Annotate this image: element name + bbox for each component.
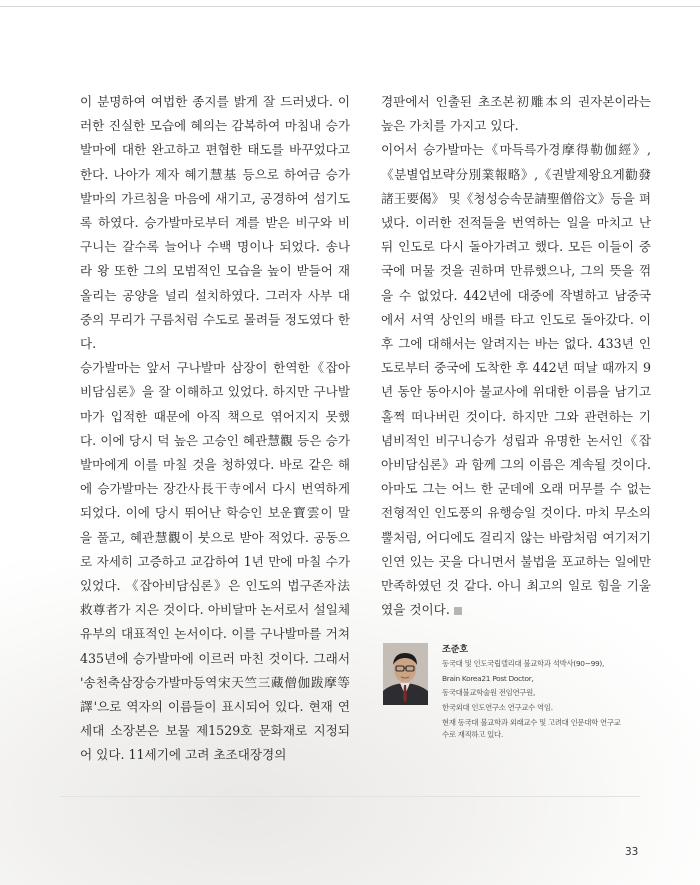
author-name: 조준호 (442, 645, 469, 655)
end-of-article-icon (454, 607, 462, 615)
body-paragraph-last (381, 138, 651, 622)
author-bio-line: Brain Korea21 Post Doctor, (442, 673, 534, 683)
author-info (442, 643, 657, 741)
author-bio-line: 현재 동국대 불교학과 외래교수 및 고려대 인문대학 연구교 (442, 718, 621, 728)
body-paragraph: 이 분명하여 여법한 종지를 밝게 잘 드러냈다. 이러한 진실한 모습에 혜의는 감복하여 마침내 승가발마에 대한 완고하고 편협한 태도를 바꾸었다고 한다. 나아가 제자 혜기慧基 등으로 하여금 승가발마의 가르침을 마음에 새기고, 공경하여 섬기도록 하였다. 승가발마로부터 계를 받은 비구와 비구니는 갈수록 늘어나 수백 명이나 되었다. 송나라 왕 또한 그의 모범적인 모습을 높이 받들어 재 올리는 공양을 널리 설치하였다. 그러자 사부 대중의 무리가 구름처럼 수도로 몰려들 정도였다 한다. (80, 94, 350, 352)
author-bio-line: 한국외대 인도연구소 연구교수 역임. (442, 702, 553, 712)
left-column (80, 90, 350, 768)
bottom-rule (60, 796, 640, 797)
author-bio-line: 동국대불교학술원 전임연구원, (442, 688, 536, 698)
right-column (381, 90, 651, 622)
body-paragraph: 승가발마는 앞서 구나발마 삼장이 한역한《잡아비담심론》을 잘 이해하고 있었다. 하지만 구나발마가 입적한 때문에 아직 책으로 엮어지지 못했다. 이에 당시 덕 높은 고승인 혜관慧觀 등은 승가발마에게 이를 마칠 것을 청하였다. 바로 같은 해에 승가발마는 장간사長干寺에서 다시 번역하게 되었다. 이에 당시 뛰어난 학승인 보운寶雲이 말을 풀고, 혜관慧觀이 붓으로 받아 적었다. 공동으로 자세히 고증하고 교감하여 1년 만에 마칠 수가 있었다. 《잡아비담심론》은 인도의 법구존자法救尊者가 지은 것이다. 아비달마 논서로서 설일체유부의 대표적인 논서이다. 이를 구나발마를 거쳐 435년에 승가발마에 이르러 마친 것이다. 그래서 '송천축삼장승가발마등역宋天竺三藏僧伽跋摩等譯'으로 역자의 이름들이 표시되어 있다. 현재 연세대 소장본은 보물 제1529호 문화재로 지정되어 있다. 11세기에 고려 초조대장경의 (80, 360, 350, 763)
page-number: 33 (625, 846, 639, 858)
author-photo (383, 643, 428, 705)
author-bio-line: 수로 재직하고 있다. (442, 730, 503, 740)
top-rule (0, 6, 700, 7)
author-bio-line: 동국대 및 인도국립델리대 불교학과 석박사(90~99), (442, 659, 605, 668)
body-paragraph: 경판에서 인출된 초조본初雕本의 권자본이라는 높은 가치를 가지고 있다. (381, 94, 651, 134)
body-paragraph-text: 이어서 승가발마는《마득륵가경摩得勒伽經》,《분별업보략分別業報略》,《권발제왕요게勸發諸王要偈》 및《청성승속문請聖僧俗文》등을 펴냈다. 이러한 전적들을 번역하는 일을 마치고 난 뒤 인도로 다시 돌아가려고 했다. 모든 이들이 중국에 머물 것을 권하며 만류했으나, 그의 뜻을 꺾을 수 없었다. 442년에 대중에 작별하고 남중국에서 서역 상인의 배를 타고 인도로 돌아갔다. 이후 그에 대해서는 알려지는 바는 없다. 433년 인도로부터 중국에 도착한 후 442년 떠날 때까지 9년 동안 동아시아 불교사에 위대한 이름을 남기고 홀쩍 떠나버린 것이다. 하지만 그와 관련하는 기념비적인 비구니승가 성립과 유명한 논서인《잡아비담심론》과 함께 그의 이름은 계속될 것이다. 아마도 그는 어느 한 군데에 오래 머무를 수 없는 전형적인 인도풍의 유행승일 것이다. 마치 무소의 뿔처럼, 어디에도 걸리지 않는 바람처럼 여기저기 인연 있는 곳을 다니면서 불법을 포교하는 일에만 만족하였던 것 같다. 아니 최고의 일로 힘을 기울였을 것이다. (381, 142, 651, 618)
